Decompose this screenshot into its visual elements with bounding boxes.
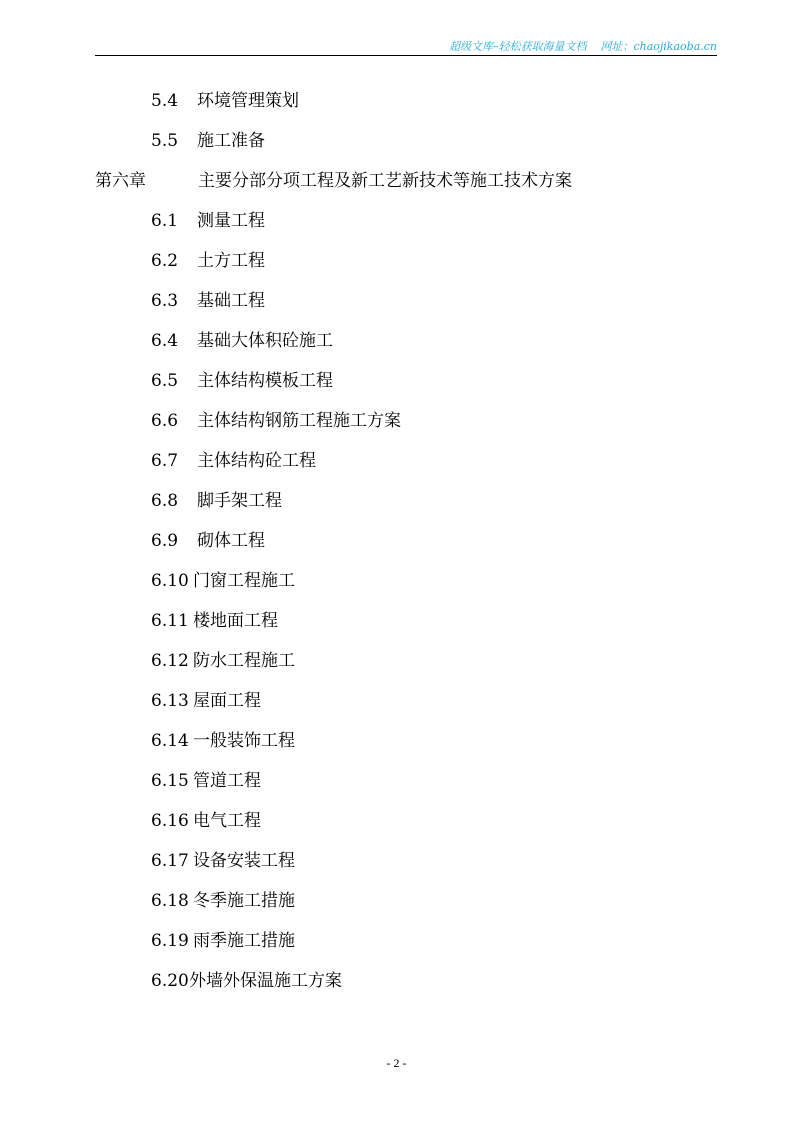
- header-site-name: 超级文库–轻松获取海量文档: [448, 40, 587, 53]
- toc-entry-number: 6.12: [151, 651, 189, 671]
- toc-entry-number: 6.9: [151, 531, 179, 551]
- toc-entry-number: 6.3: [151, 291, 179, 311]
- toc-entry[interactable]: [151, 249, 265, 273]
- toc-entry-title: 主体结构钢筋工程施工方案: [197, 411, 401, 431]
- toc-entry[interactable]: [151, 569, 295, 593]
- toc-entry[interactable]: [151, 729, 295, 753]
- toc-entry[interactable]: [151, 409, 401, 433]
- toc-entry-number: 6.4: [151, 331, 179, 351]
- toc-entry-number: 5.4: [151, 91, 179, 111]
- toc-entry-title: 砌体工程: [197, 531, 265, 551]
- toc-entry-number: 5.5: [151, 131, 179, 151]
- toc-entry-number: 6.16: [151, 811, 189, 831]
- toc-entry-title: 测量工程: [197, 211, 265, 231]
- toc-entry[interactable]: [151, 969, 342, 993]
- toc-entry[interactable]: [151, 529, 265, 553]
- toc-entry-title: 屋面工程: [193, 691, 261, 711]
- toc-entry-number: 6.19: [151, 931, 189, 951]
- toc-entry[interactable]: [151, 769, 261, 793]
- toc-entry-title: 外墙外保温施工方案: [189, 971, 342, 991]
- toc-chapter-entry[interactable]: [95, 169, 572, 193]
- toc-entry-number: 6.20: [151, 971, 189, 991]
- toc-entry[interactable]: [151, 689, 261, 713]
- toc-entry-title: 基础工程: [197, 291, 265, 311]
- toc-entry-number: 6.5: [151, 371, 179, 391]
- toc-entry[interactable]: [151, 889, 295, 913]
- toc-entry-number: 6.6: [151, 411, 179, 431]
- page-number: - 2 -: [386, 1056, 407, 1070]
- toc-chapter-number: 第六章: [95, 171, 146, 191]
- toc-entry[interactable]: [151, 129, 265, 153]
- toc-entry-title: 基础大体积砼施工: [197, 331, 333, 351]
- toc-entry-number: 6.8: [151, 491, 179, 511]
- toc-entry-title: 脚手架工程: [197, 491, 282, 511]
- toc-entry-number: 6.15: [151, 771, 189, 791]
- toc-entry[interactable]: [151, 209, 265, 233]
- toc-entry-title: 楼地面工程: [193, 611, 278, 631]
- toc-entry-number: 6.14: [151, 731, 189, 751]
- header-text: [449, 38, 717, 54]
- page-header: [95, 37, 717, 56]
- toc-entry[interactable]: [151, 609, 278, 633]
- toc-entry[interactable]: [151, 809, 261, 833]
- toc-entry[interactable]: [151, 89, 299, 113]
- toc-entry[interactable]: [151, 289, 265, 313]
- toc-entry[interactable]: [151, 649, 295, 673]
- toc-entry[interactable]: [151, 849, 295, 873]
- toc-entry-title: 一般装饰工程: [193, 731, 295, 751]
- toc-entry-title: 管道工程: [193, 771, 261, 791]
- toc-entry-title: 门窗工程施工: [193, 571, 295, 591]
- toc-entry-title: 雨季施工措施: [193, 931, 295, 951]
- toc-entry-number: 6.11: [151, 611, 189, 631]
- toc-entry[interactable]: [151, 449, 316, 473]
- toc-entry-title: 设备安装工程: [193, 851, 295, 871]
- toc-entry-number: 6.13: [151, 691, 189, 711]
- toc-entry-title: 环境管理策划: [197, 91, 299, 111]
- toc-entry-title: 防水工程施工: [193, 651, 295, 671]
- toc-entry-number: 6.17: [151, 851, 189, 871]
- toc-entry-number: 6.10: [151, 571, 189, 591]
- toc-entry-number: 6.1: [151, 211, 179, 231]
- toc-entry-title: 土方工程: [197, 251, 265, 271]
- toc-entry[interactable]: [151, 369, 333, 393]
- toc-chapter-title: 主要分部分项工程及新工艺新技术等施工技术方案: [198, 171, 572, 191]
- toc-entry[interactable]: [151, 329, 333, 353]
- toc-entry[interactable]: [151, 929, 295, 953]
- toc-entry[interactable]: [151, 489, 282, 513]
- header-url: 网址：chaojikaoba.cn: [600, 40, 717, 53]
- toc-entry-number: 6.7: [151, 451, 179, 471]
- toc-entry-number: 6.18: [151, 891, 189, 911]
- toc-entry-title: 电气工程: [193, 811, 261, 831]
- toc-entry-title: 施工准备: [197, 131, 265, 151]
- toc-entry-title: 冬季施工措施: [193, 891, 295, 911]
- toc-entry-title: 主体结构模板工程: [197, 371, 333, 391]
- toc-entry-title: 主体结构砼工程: [197, 451, 316, 471]
- toc-entry-number: 6.2: [151, 251, 179, 271]
